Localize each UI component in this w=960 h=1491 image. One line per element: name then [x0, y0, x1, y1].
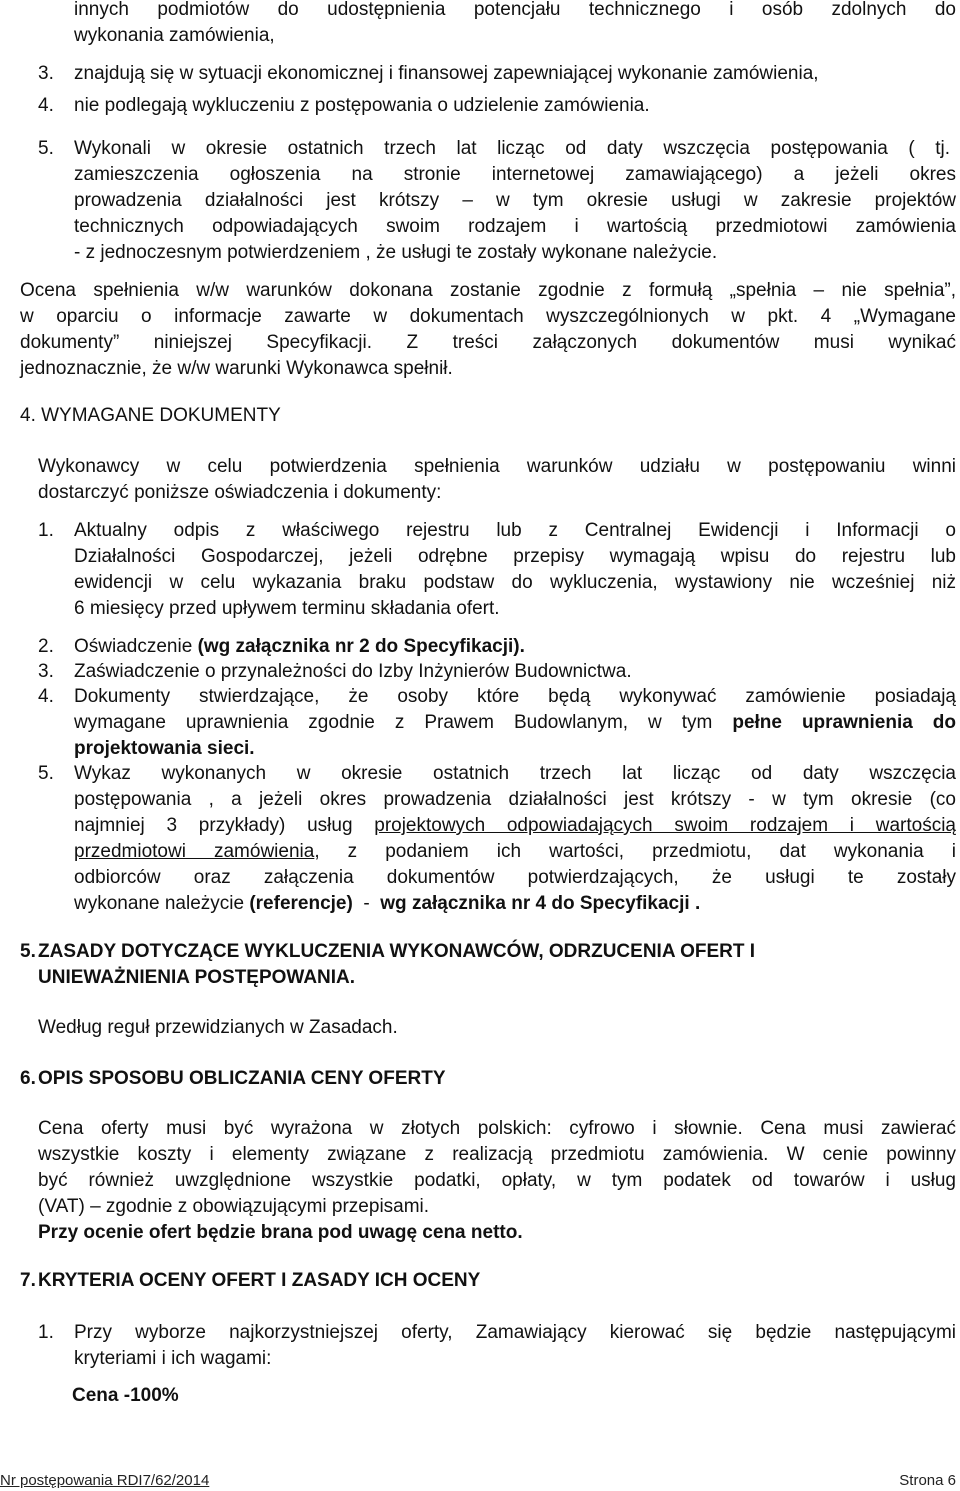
text-line-bold: Przy ocenie ofert będzie brana pod uwagę cena netto. — [38, 1222, 523, 1243]
text-line: technicznych odpowiadających swoim rodzajem i wartością przedmiotowi zamówienia — [74, 216, 956, 237]
list-number: 4. — [38, 95, 54, 116]
footer-reference-link[interactable]: Nr postępowania RDI7/62/2014 — [0, 1472, 210, 1489]
text-span: Zaświadczenie o przynależności do Izby Inżynierów Budownictwa. — [74, 661, 632, 682]
list-number: 1. — [38, 1322, 54, 1343]
text-line: postępowania , a jeżeli okres prowadzenia działalności jest krótszy - w tym okresie (co — [74, 789, 956, 810]
bold-span: projektowania sieci. — [74, 738, 255, 759]
text-line: znajdują się w sytuacji ekonomicznej i finansowej zapewniającej wykonanie zamówienia, — [74, 63, 819, 84]
bold-span: pełne uprawnienia do — [732, 712, 957, 733]
list-item-continuation — [74, 162, 956, 266]
text-line: odbiorców oraz załączenia dokumentów potwierdzających, że usługi te zostały — [74, 867, 956, 888]
text-line: wszystkie koszty i elementy związane z realizacją przedmiotu zamówienia. W cenie powinny — [38, 1144, 956, 1165]
text-line: w oparciu o informacje zawarte w dokumentach wyszczególnionych w pkt. 4 „Wymagane — [20, 306, 956, 327]
document-item-5 — [74, 761, 956, 917]
text-line: prowadzenia działalności jest krótszy – w tym okresie usługi w zakresie projektów — [74, 190, 956, 211]
list-item — [74, 61, 956, 87]
list-number: 4. — [38, 686, 54, 707]
text-span: najmniej 3 przykłady) usług — [74, 815, 375, 836]
text-line: 6 miesięcy przed upływem terminu składania ofert. — [74, 598, 500, 619]
text-line: ewidencji w celu wykazania braku podstaw do wykluczenia, wystawiony nie wcześniej niż — [74, 572, 956, 593]
text-line: Wykonawcy w celu potwierdzenia spełnienia warunków udziału w postępowaniu winni — [38, 456, 956, 477]
list-number: 1. — [38, 520, 54, 541]
underlined-span: projektowych odpowiadających swoim rodzajem i wartością — [374, 815, 956, 836]
text-line: zamieszczenia ogłoszenia na stronie internetowej zamawiającego) a jeżeli okres — [74, 164, 956, 185]
text-line: Dokumenty stwierdzające, że osoby które będą wykonywać zamówienie posiadają — [74, 686, 956, 707]
text-span: wymagane uprawnienia zgodnie z Prawem Budowlanym, w tym — [74, 712, 733, 733]
text-line — [74, 813, 956, 839]
section-heading-6: OPIS SPOSOBU OBLICZANIA CENY OFERTY — [38, 1068, 446, 1089]
list-number: 2. — [38, 636, 54, 657]
document-item-2 — [74, 634, 956, 660]
bold-span: wg załącznika nr 4 do Specyfikacji . — [380, 893, 701, 914]
section-number-6: 6. — [20, 1068, 36, 1089]
text-line: być również uwzględnione wszystkie podatki, opłaty, w tym podatek od towarów i usług — [38, 1170, 956, 1191]
text-line — [74, 891, 956, 917]
text-line: wykonania zamówienia, — [74, 25, 275, 46]
section-heading-4: 4. WYMAGANE DOKUMENTY — [20, 405, 281, 426]
text-line: Wykaz wykonanych w okresie ostatnich trzech lat licząc od daty wszczęcia — [74, 763, 956, 784]
section5-text: Według reguł przewidzianych w Zasadach. — [38, 1017, 398, 1038]
section-number-7: 7. — [20, 1270, 36, 1291]
text-line — [74, 839, 956, 865]
document-item-3 — [74, 659, 956, 685]
list-item — [74, 93, 956, 119]
text-line: nie podlegają wykluczeniu z postępowania o udzielenie zamówienia. — [74, 95, 650, 116]
text-line: Aktualny odpis z właściwego rejestru lub z Centralnej Ewidencji i Informacji o — [74, 520, 956, 541]
assessment-paragraph — [20, 278, 956, 382]
list-number: 3. — [38, 661, 54, 682]
text-line: (VAT) – zgodnie z obowiązującymi przepisami. — [38, 1196, 430, 1217]
document-item-4 — [74, 684, 956, 762]
text-span: Oświadczenie — [74, 636, 198, 657]
text-line: dokumenty” niniejszej Specyfikacji. Z treści załączonych dokumentów musi wynikać — [20, 332, 956, 353]
text-line: kryteriami i ich wagami: — [74, 1348, 272, 1369]
text-line: Wykonali w okresie ostatnich trzech lat licząc od daty wszczęcia postępowania ( tj. — [74, 138, 950, 159]
section-heading-7: KRYTERIA OCENY OFERT I ZASADY ICH OCENY — [38, 1270, 481, 1291]
text-line — [74, 736, 956, 762]
text-line: - z jednoczesnym potwierdzeniem , że usługi te zostały wykonane należycie. — [74, 242, 718, 263]
text-line: Cena oferty musi być wyrażona w złotych polskich: cyfrowo i słownie. Cena musi zawierać — [38, 1118, 956, 1139]
text-line: innych podmiotów do udostępnienia potencjału technicznego i osób zdolnych do — [74, 0, 956, 20]
list-item — [74, 136, 950, 162]
bold-span: (referencje) — [249, 893, 353, 914]
list-number: 5. — [38, 763, 54, 784]
text-span: wykonane należycie — [74, 893, 250, 914]
section6-paragraph — [38, 1116, 956, 1246]
section-heading-5 — [38, 939, 956, 991]
text-line: dostarczyć poniższe oświadczenia i dokumenty: — [38, 482, 442, 503]
bold-span: (wg załącznika nr 2 do Specyfikacji). — [197, 636, 525, 657]
section-number-5: 5. — [20, 941, 36, 962]
text-line — [74, 710, 956, 736]
text-line: jednoznacznie, że w/w warunki Wykonawca spełnił. — [20, 358, 453, 379]
underlined-span: przedmiotowi zamówienia — [74, 841, 315, 862]
section4-intro — [38, 454, 956, 506]
document-item-1 — [74, 518, 956, 622]
text-line: Ocena spełnienia w/w warunków dokonana zostanie zgodnie z formułą „spełnia – nie spełnia”, — [20, 280, 956, 301]
criterion-price: Cena -100% — [72, 1385, 179, 1406]
criteria-item — [74, 1320, 956, 1372]
list-number: 3. — [38, 63, 54, 84]
text-line: Działalności Gospodarczej, jeżeli odrębne przepisy wymagają wpisu do rejestru lub — [74, 546, 956, 567]
heading-line: ZASADY DOTYCZĄCE WYKLUCZENIA WYKONAWCÓW, ODRZUCENIA OFERT I — [38, 941, 756, 962]
footer-page-number: Strona 6 — [899, 1472, 956, 1489]
heading-line: UNIEWAŻNIENIA POSTĘPOWANIA. — [38, 967, 356, 988]
intro-paragraph — [74, 0, 956, 49]
text-span: - — [352, 893, 381, 914]
list-number: 5. — [38, 138, 54, 159]
text-span: , z podaniem ich wartości, przedmiotu, dat wykonania i — [314, 841, 956, 862]
text-line: Przy wyborze najkorzystniejszej oferty, Zamawiający kierować się będzie następującymi — [74, 1322, 956, 1343]
